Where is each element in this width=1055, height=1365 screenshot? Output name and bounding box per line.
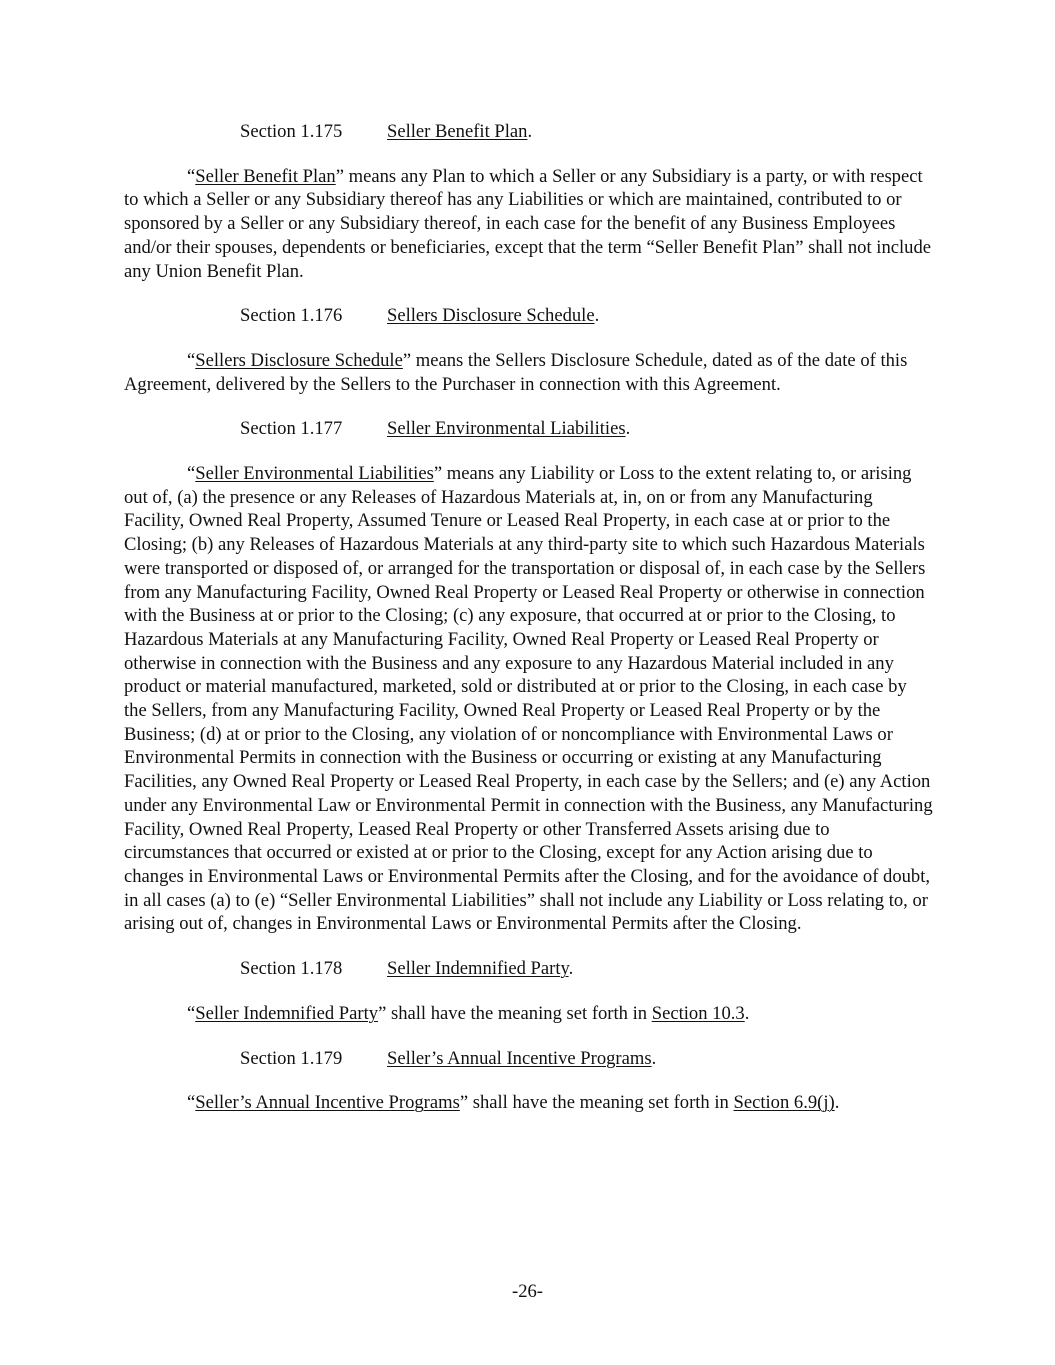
section-number: Section 1.179 (240, 1047, 343, 1069)
section-number: Section 1.175 (240, 121, 343, 142)
defined-term: Seller Environmental Liabilities (195, 463, 434, 485)
section-heading-1-177: Section 1.177 Seller Environmental Liabilities. (240, 418, 631, 440)
definition-paragraph-1-176: “Sellers Disclosure Schedule” means the Sellers Disclosure Schedule, dated as of the date of this Agreement, delivered by the Sellers to the Purchaser in connection with this Agreement. (124, 349, 908, 395)
section-title: Seller Environmental Liabilities (387, 418, 626, 440)
defined-term: Seller Benefit Plan (195, 165, 336, 187)
defined-term: Sellers Disclosure Schedule (195, 349, 403, 371)
definition-paragraph-1-175: “Seller Benefit Plan” means any Plan to which a Seller or any Subsidiary is a party, or with respect to which a Seller or any Subsidiary thereof has any Liabilities or which are maintained, contributed to or sponsored by a Seller or any Subsidiary thereof, in each case for the benefit of any Business Employees and/or their spouses, dependents or beneficiaries, except that the term “Seller Benefit Plan” shall not include any Union Benefit Plan. (124, 165, 932, 282)
defined-term: Seller Indemnified Party (195, 1002, 379, 1024)
section-heading-1-175: Section 1.175 Seller Benefit Plan. (240, 121, 533, 142)
section-heading-1-179: Section 1.179 Seller’s Annual Incentive Programs. (240, 1047, 657, 1069)
section-number: Section 1.177 (240, 418, 343, 440)
section-heading-1-178: Section 1.178 Seller Indemnified Party. (240, 958, 574, 980)
section-number: Section 1.176 (240, 305, 343, 327)
page-number: -26- (512, 1281, 543, 1302)
definition-text: ” means the Sellers Disclosure Schedule, dated as of the date of this Agreement, delivered by the Sellers to the Purchaser in connection with this Agreement. (124, 349, 908, 395)
document-page (124, 120, 934, 1136)
section-title: Seller Indemnified Party (387, 958, 569, 980)
section-title: Sellers Disclosure Schedule (387, 305, 595, 327)
section-heading-1-176: Section 1.176 Sellers Disclosure Schedule. (240, 305, 600, 327)
definition-text: ” shall have the meaning set forth in (459, 1092, 734, 1114)
definition-paragraph-1-178: “Seller Indemnified Party” shall have the meaning set forth in Section 10.3. (187, 1002, 750, 1024)
definition-paragraph-1-177: “Seller Environmental Liabilities” means any Liability or Loss to the extent relating to, or arising out of, (a) the presence or any Releases of Hazardous Materials at, in, on or from any Manufacturing Facility, Owned Real Property, Assumed Tenure or Leased Real Property, in each case at or prior to the Closing; (b) any Releases of Hazardous Materials at any third-party site to which such Hazardous Materials were transported or disposed of, or arranged for the transportation or disposal of, in each case by the Sellers from any Manufacturing Facility, Owned Real Property or Leased Real Property or otherwise in connection with the Business at or prior to the Closing; (c) any exposure, that occurred at or prior to the Closing, to Hazardous Materials at any Manufacturing Facility, Owned Real Property or Leased Real Property or otherwise in connection with the Business and any exposure to any Hazardous Material included in any product or material manufactured, marketed, sold or distributed at or prior to the Closing, in each case by the Sellers, from any Manufacturing Facility, Owned Real Property or Leased Real Property or by the Business; (d) at or prior to the Closing, any violation of or noncompliance with Environmental Laws or Environmental Permits in connection with the Business or occurring or existing at any Manufacturing Facilities, any Owned Real Property or Leased Real Property, in each case by the Sellers; and (e) any Action under any Environmental Law or Environmental Permit in connection with the Business, any Manufacturing Facility, Owned Real Property, Leased Real Property or other Transferred Assets arising due to circumstances that occurred or existed at or prior to the Closing, except for any Action arising due to changes in Environmental Laws or Environmental Permits after the Closing, and for the avoidance of doubt, in all cases (a) to (e) “Seller Environmental Liabilities” shall not include any Liability or Loss relating to, or arising out of, changes in Environmental Laws or Environmental Permits after the Closing. (124, 463, 933, 935)
definition-paragraph-1-179: “Seller’s Annual Incentive Programs” shall have the meaning set forth in Section 6.9(j). (187, 1092, 840, 1114)
section-reference-link[interactable]: Section 10.3 (651, 1002, 745, 1024)
definition-text: ” shall have the meaning set forth in (378, 1002, 652, 1024)
defined-term: Seller’s Annual Incentive Programs (195, 1092, 460, 1114)
definition-text: ” means any Liability or Loss to the extent relating to, or arising out of, (a) the presence or any Releases of Hazardous Materials at, in, on or from any Manufacturing Facility, Owned Real Property, Assumed Tenure or Leased Real Property, in each case at or prior to the Closing; (b) any Releases of Hazardous Materials at any third-party site to which such Hazardous Materials were transported or disposed of, or arranged for the transportation or disposal of, in each case by the Sellers from any Manufacturing Facility, Owned Real Property or Leased Real Property or otherwise in connection with the Business at or prior to the Closing; (c) any exposure, that occurred at or prior to the Closing, to Hazardous Materials at any Manufacturing Facility, Owned Real Property or Leased Real Property or otherwise in connection with the Business and any exposure to any Hazardous Material included in any product or material manufactured, marketed, sold or distributed at or prior to the Closing, in each case by the Sellers, from any Manufacturing Facility, Owned Real Property or Leased Real Property or by the Business; (d) at or prior to the Closing, any violation of or noncompliance with Environmental Laws or Environmental Permits in connection with the Business or occurring or existing at any Manufacturing Facilities, any Owned Real Property or Leased Real Property, in each case by the Sellers; and (e) any Action under any Environmental Law or Environmental Permit in connection with the Business, any Manufacturing Facility, Owned Real Property, Leased Real Property or other Transferred Assets arising due to circumstances that occurred or existed at or prior to the Closing, except for any Action arising due to changes in Environmental Laws or Environmental Permits after the Closing, and for the avoidance of doubt, in all cases (a) to (e) “Seller Environmental Liabilities” shall not include any Liability or Loss relating to, or arising out of, changes in Environmental Laws or Environmental Permits after the Closing. (124, 463, 933, 935)
section-reference-link[interactable]: Section 6.9(j) (733, 1092, 835, 1114)
definition-text: ” means any Plan to which a Seller or any Subsidiary is a party, or with respect to which a Seller or any Subsidiary thereof has any Liabilities or which are maintained, contributed to or sponsored by a Seller or any Subsidiary thereof, in each case for the benefit of any Business Employees and/or their spouses, dependents or beneficiaries, except that the term “Seller Benefit Plan” shall not include any Union Benefit Plan. (124, 165, 932, 282)
section-number: Section 1.178 (240, 958, 343, 980)
section-title: Seller’s Annual Incentive Programs (387, 1047, 652, 1069)
section-title: Seller Benefit Plan (387, 121, 528, 142)
